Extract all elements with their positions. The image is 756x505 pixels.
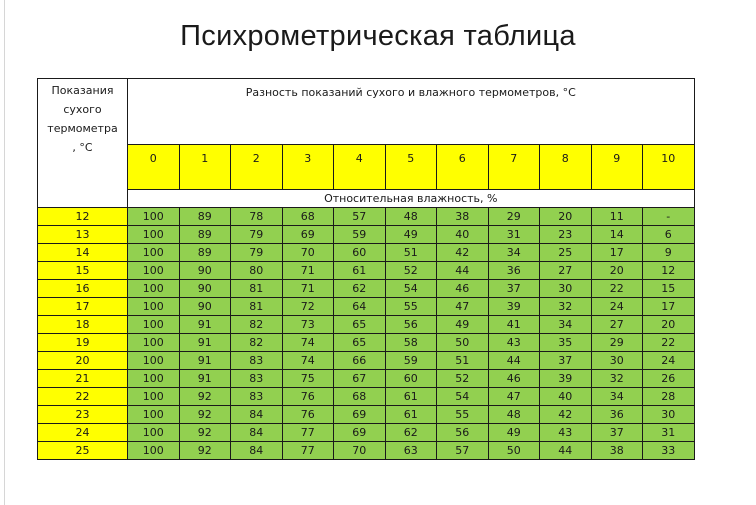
humidity-cell: 20 [643,316,695,334]
humidity-cell: 31 [643,424,695,442]
humidity-cell: 41 [488,316,540,334]
humidity-cell: 74 [282,352,334,370]
table-row [38,388,695,406]
humidity-cell: 77 [282,424,334,442]
humidity-cell: 89 [179,244,231,262]
table-row [38,262,695,280]
humidity-cell: 22 [643,334,695,352]
humidity-cell: 66 [334,352,386,370]
table-row [38,442,695,460]
humidity-cell: 15 [643,280,695,298]
humidity-cell: 12 [643,262,695,280]
humidity-cell: 49 [437,316,489,334]
humidity-cell: 47 [488,388,540,406]
corner-label-line: сухого [63,103,102,116]
humidity-cell: - [643,208,695,226]
dry-temperature-cell: 15 [38,262,128,280]
humidity-cell: 65 [334,316,386,334]
humidity-cell: 60 [385,370,437,388]
humidity-cell: 52 [437,370,489,388]
humidity-cell: 83 [231,370,283,388]
difference-column-header: 6 [437,145,489,190]
humidity-cell: 68 [282,208,334,226]
humidity-cell: 46 [488,370,540,388]
humidity-cell: 70 [282,244,334,262]
humidity-cell: 40 [437,226,489,244]
humidity-cell: 48 [385,208,437,226]
humidity-cell: 69 [334,424,386,442]
psychrometric-table [37,78,695,460]
difference-column-header: 10 [643,145,695,190]
table-row [38,280,695,298]
humidity-cell: 55 [385,298,437,316]
humidity-cell: 89 [179,208,231,226]
humidity-cell: 84 [231,406,283,424]
humidity-cell: 43 [540,424,592,442]
humidity-cell: 49 [385,226,437,244]
humidity-cell: 44 [437,262,489,280]
humidity-cell: 71 [282,280,334,298]
difference-column-header: 4 [334,145,386,190]
difference-header: Разность показаний сухого и влажного термометров, °С [128,79,695,145]
humidity-cell: 92 [179,406,231,424]
dry-temperature-cell: 20 [38,352,128,370]
table-row [38,316,695,334]
dry-temperature-cell: 23 [38,406,128,424]
humidity-cell: 51 [437,352,489,370]
humidity-header-row [38,190,695,208]
humidity-cell: 26 [643,370,695,388]
humidity-cell: 79 [231,226,283,244]
humidity-cell: 100 [128,442,180,460]
humidity-cell: 100 [128,226,180,244]
humidity-cell: 51 [385,244,437,262]
humidity-cell: 82 [231,316,283,334]
humidity-cell: 40 [540,388,592,406]
humidity-header: Относительная влажность, % [128,190,695,208]
humidity-cell: 37 [591,424,643,442]
humidity-cell: 76 [282,388,334,406]
difference-column-header: 8 [540,145,592,190]
humidity-cell: 38 [437,208,489,226]
humidity-cell: 92 [179,388,231,406]
humidity-cell: 76 [282,406,334,424]
humidity-cell: 20 [540,208,592,226]
humidity-cell: 81 [231,280,283,298]
humidity-cell: 23 [540,226,592,244]
humidity-cell: 91 [179,334,231,352]
difference-column-header: 5 [385,145,437,190]
dry-temperature-cell: 19 [38,334,128,352]
humidity-cell: 37 [488,280,540,298]
corner-label-line: термометра [47,122,118,135]
humidity-cell: 52 [385,262,437,280]
humidity-cell: 20 [591,262,643,280]
humidity-cell: 42 [540,406,592,424]
humidity-cell: 34 [591,388,643,406]
humidity-cell: 100 [128,262,180,280]
header-row [38,79,695,145]
humidity-cell: 100 [128,370,180,388]
dry-temperature-cell: 12 [38,208,128,226]
table-row [38,226,695,244]
humidity-cell: 57 [334,208,386,226]
humidity-cell: 90 [179,298,231,316]
humidity-cell: 44 [540,442,592,460]
humidity-cell: 61 [334,262,386,280]
table-row [38,424,695,442]
dry-temperature-cell: 22 [38,388,128,406]
humidity-cell: 32 [540,298,592,316]
humidity-cell: 61 [385,388,437,406]
humidity-cell: 27 [540,262,592,280]
humidity-cell: 54 [437,388,489,406]
humidity-cell: 29 [591,334,643,352]
humidity-cell: 100 [128,280,180,298]
humidity-cell: 62 [334,280,386,298]
humidity-cell: 64 [334,298,386,316]
humidity-cell: 92 [179,424,231,442]
dry-temperature-cell: 13 [38,226,128,244]
difference-column-header: 1 [179,145,231,190]
corner-label-line: Показания [51,84,114,97]
humidity-cell: 79 [231,244,283,262]
humidity-cell: 49 [488,424,540,442]
humidity-cell: 91 [179,316,231,334]
humidity-cell: 84 [231,442,283,460]
humidity-cell: 42 [437,244,489,262]
humidity-cell: 30 [591,352,643,370]
humidity-cell: 61 [385,406,437,424]
humidity-cell: 100 [128,352,180,370]
table-body [38,79,695,460]
page-left-border [4,0,5,505]
table-row [38,370,695,388]
dry-temperature-cell: 24 [38,424,128,442]
humidity-cell: 34 [488,244,540,262]
humidity-cell: 11 [591,208,643,226]
humidity-cell: 50 [437,334,489,352]
humidity-cell: 17 [643,298,695,316]
humidity-cell: 100 [128,424,180,442]
humidity-cell: 30 [540,280,592,298]
humidity-cell: 74 [282,334,334,352]
humidity-cell: 100 [128,316,180,334]
humidity-cell: 63 [385,442,437,460]
humidity-cell: 71 [282,262,334,280]
difference-column-header: 3 [282,145,334,190]
humidity-cell: 46 [437,280,489,298]
humidity-cell: 38 [591,442,643,460]
humidity-cell: 56 [437,424,489,442]
humidity-cell: 29 [488,208,540,226]
humidity-cell: 67 [334,370,386,388]
humidity-cell: 37 [540,352,592,370]
difference-columns-row [38,145,695,190]
table-row [38,352,695,370]
humidity-cell: 39 [540,370,592,388]
page-title: Психрометрическая таблица [180,20,576,52]
humidity-cell: 81 [231,298,283,316]
humidity-cell: 36 [591,406,643,424]
humidity-cell: 92 [179,442,231,460]
humidity-cell: 62 [385,424,437,442]
humidity-cell: 100 [128,406,180,424]
dry-temperature-cell: 14 [38,244,128,262]
humidity-cell: 84 [231,424,283,442]
difference-column-header: 7 [488,145,540,190]
humidity-cell: 31 [488,226,540,244]
difference-column-header: 0 [128,145,180,190]
humidity-cell: 68 [334,388,386,406]
dry-temperature-cell: 17 [38,298,128,316]
humidity-cell: 77 [282,442,334,460]
humidity-cell: 83 [231,352,283,370]
table-row [38,208,695,226]
difference-column-header: 9 [591,145,643,190]
humidity-cell: 28 [643,388,695,406]
humidity-cell: 44 [488,352,540,370]
humidity-cell: 90 [179,262,231,280]
humidity-cell: 6 [643,226,695,244]
humidity-cell: 35 [540,334,592,352]
humidity-cell: 69 [282,226,334,244]
humidity-cell: 22 [591,280,643,298]
humidity-cell: 24 [643,352,695,370]
dry-temperature-cell: 18 [38,316,128,334]
humidity-cell: 55 [437,406,489,424]
humidity-cell: 60 [334,244,386,262]
humidity-cell: 33 [643,442,695,460]
humidity-cell: 69 [334,406,386,424]
humidity-cell: 90 [179,280,231,298]
table-row [38,298,695,316]
humidity-cell: 70 [334,442,386,460]
humidity-cell: 100 [128,388,180,406]
humidity-cell: 56 [385,316,437,334]
humidity-cell: 72 [282,298,334,316]
dry-temperature-cell: 16 [38,280,128,298]
humidity-cell: 47 [437,298,489,316]
humidity-cell: 58 [385,334,437,352]
humidity-cell: 39 [488,298,540,316]
dry-temperature-cell: 25 [38,442,128,460]
humidity-cell: 57 [437,442,489,460]
humidity-cell: 54 [385,280,437,298]
humidity-cell: 100 [128,298,180,316]
humidity-cell: 100 [128,208,180,226]
humidity-cell: 80 [231,262,283,280]
table-row [38,334,695,352]
humidity-cell: 78 [231,208,283,226]
humidity-cell: 34 [540,316,592,334]
table-row [38,406,695,424]
humidity-cell: 83 [231,388,283,406]
humidity-cell: 59 [385,352,437,370]
table-row [38,244,695,262]
humidity-cell: 17 [591,244,643,262]
humidity-cell: 25 [540,244,592,262]
humidity-cell: 82 [231,334,283,352]
humidity-cell: 30 [643,406,695,424]
dry-thermometer-header [38,79,128,208]
corner-label-line: , °С [72,141,93,154]
difference-column-header: 2 [231,145,283,190]
humidity-cell: 75 [282,370,334,388]
humidity-cell: 91 [179,370,231,388]
humidity-cell: 32 [591,370,643,388]
humidity-cell: 24 [591,298,643,316]
humidity-cell: 89 [179,226,231,244]
humidity-cell: 27 [591,316,643,334]
humidity-cell: 59 [334,226,386,244]
humidity-cell: 43 [488,334,540,352]
humidity-cell: 48 [488,406,540,424]
humidity-cell: 50 [488,442,540,460]
humidity-cell: 65 [334,334,386,352]
humidity-cell: 9 [643,244,695,262]
dry-temperature-cell: 21 [38,370,128,388]
humidity-cell: 100 [128,334,180,352]
humidity-cell: 100 [128,244,180,262]
humidity-cell: 91 [179,352,231,370]
humidity-cell: 14 [591,226,643,244]
humidity-cell: 36 [488,262,540,280]
humidity-cell: 73 [282,316,334,334]
